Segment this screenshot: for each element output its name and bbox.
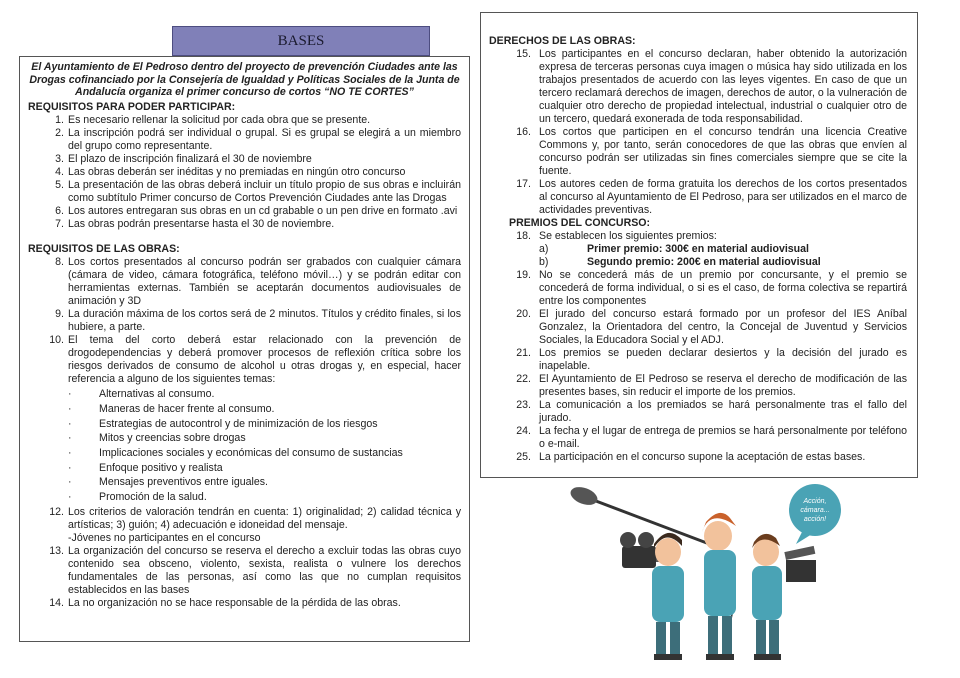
section-heading-requisitos-obras: REQUISITOS DE LAS OBRAS: xyxy=(28,243,180,256)
speech-bubble xyxy=(789,484,841,544)
list-item: 22. El Ayuntamiento de El Pedroso se reserva el derecho de modificación de las presentes bases, sin reducir el importe de los premios. xyxy=(516,373,907,398)
list-requisitos-participar xyxy=(28,114,461,231)
boom-pole xyxy=(588,498,720,548)
bubble-line-2: cámara... xyxy=(800,507,830,514)
film-crew-illustration xyxy=(570,448,870,678)
list-item: 13. La organización del concurso se reserva el derecho a excluir todas las obras cuyo contenido sea obsceno, violento, sexista, realista o vulnere los derechos fundamentales de las personas, así como las que no cumplan requisitos establecidos en las bases xyxy=(49,544,461,596)
person-clapperboard xyxy=(752,534,782,660)
list-item: 16. Los cortos que participen en el concurso tendrán una licencia Creative Commons y, por tanto, serán conocedores de que las obras que envíen al concurso podrán ser utilizadas sin fines comerciales siempre que se cite la fuente. xyxy=(516,126,907,177)
list-item: 15. Los participantes en el concurso declaran, haber obtenido la autorización expresa de terceras personas cuya imagen o música hay sido utilizada en los trabajos presentados de acuerdo con las leyes vigentes. En caso de que un tercero reclamará derechos de imagen, derechos de autor, o la vulneración de cualquier otro derecho de propiedad intelectual, industrial o cualquier otro de un tercero, quedará exonerada de toda responsabilidad. xyxy=(516,48,907,125)
prize-item: b) Segundo premio: 200€ en material audiovisual xyxy=(539,256,821,268)
bullet-item: · Mensajes preventivos entre iguales. xyxy=(68,476,269,489)
section-heading-requisitos-participar: REQUISITOS PARA PODER PARTICIPAR: xyxy=(28,101,236,114)
prizes-list xyxy=(539,243,907,269)
section-heading-premios: PREMIOS DEL CONCURSO: xyxy=(509,217,651,229)
list-item: 23. La comunicación a los premiados se hará personalmente tras el fallo del jurado. xyxy=(516,399,907,424)
person-camera-operator xyxy=(652,533,684,660)
list-item: 17. Los autores ceden de forma gratuita los derechos de los cortos presentados al concurso al Ayuntamiento de El Pedroso, para ser utilizados en el marco de actividades preventivas. xyxy=(516,178,907,216)
list-item: 1. Es necesario rellenar la solicitud por cada obra que se presente. xyxy=(55,114,371,127)
topics-list xyxy=(68,387,461,505)
page-title: BASES xyxy=(172,26,430,56)
list-premios xyxy=(491,230,907,464)
list-requisitos-obras xyxy=(28,256,461,610)
list-item: 10. El tema del corto deberá estar relacionado con la prevención de drogodependencias y deberá promover procesos de reflexión crítica sobre los riesgos derivados de consumo de alcohol u otras drogas y, en especial, hacer referencia a alguno de los siguientes temas: · Alternativas al consumo. · Maneras de hacer frente al consumo. · Estrategias de autocontrol y de minimización de los riesgos · Mitos y creencias sobre drogas · Implicaciones sociales y económicas del consumo de sustancias · Enfoque positivo y realista · Mensajes preventivos entre iguales. · Promoción de la salud. xyxy=(49,334,461,504)
right-panel xyxy=(480,12,918,478)
bubble-line-1: Acción, xyxy=(803,498,827,505)
bullet-item: · Estrategias de autocontrol y de minimización de los riesgos xyxy=(68,417,378,430)
list-item: 25. La participación en el concurso supone la aceptación de estas bases. xyxy=(516,451,866,463)
bullet-item: · Alternativas al consumo. xyxy=(68,388,215,401)
list-item: 5. La presentación de las obras deberá incluir un título propio de sus obras e incluirán como subtítulo Primer concurso de Cortos Prevención Ciudades ante las Drogas xyxy=(55,179,461,205)
bullet-item: · Maneras de hacer frente al consumo. xyxy=(68,402,275,415)
list-item: 7. Las obras podrán presentarse hasta el 30 de noviembre. xyxy=(55,218,335,231)
clapperboard-icon xyxy=(784,546,816,582)
list-item: 9. La duración máxima de los cortos será de 2 minutos. Títulos y crédito finales, si los hubiere, a parte. xyxy=(55,308,461,334)
section-heading-derechos: DERECHOS DE LAS OBRAS: xyxy=(489,35,636,47)
intro-text: El Ayuntamiento de El Pedroso dentro del proyecto de prevención Ciudades ante las Drogas cofinanciado por la Consejería de Igualdad y Políticas Sociales de la Junta de Andalucía organiza el primer concurso de cortos “NO TE CORTES” xyxy=(29,61,460,99)
bullet-item: · Mitos y creencias sobre drogas xyxy=(68,432,246,445)
list-item: 20. El jurado del concurso estará formado por un profesor del IES Aníbal Gonzalez, la Orientadora del centro, la Concejal de Juventud y Servicios Sociales, la Educadora Social y el ADJ. xyxy=(516,308,907,346)
list-item: 19. No se concederá más de un premio por concursante, y el premio se concederá de forma individual, o si es el caso, de forma colectiva se repartirá entre los componentes xyxy=(516,269,907,307)
list-item: 24. La fecha y el lugar de entrega de premios se hará personalmente por teléfono o e-mail. xyxy=(516,425,907,450)
list-derechos xyxy=(491,48,907,217)
list-item: 2. La inscripción podrá ser individual o grupal. Si es grupal se elegirá a un miembro del grupo como representante. xyxy=(55,127,461,153)
list-item: 4. Las obras deberán ser inéditas y no premiadas en ningún otro concurso xyxy=(55,166,406,179)
list-item: 3. El plazo de inscripción finalizará el 30 de noviembre xyxy=(55,153,312,166)
bullet-item: · Promoción de la salud. xyxy=(68,491,207,504)
bullet-item: · Enfoque positivo y realista xyxy=(68,461,223,474)
bullet-item: · Implicaciones sociales y económicas del consumo de sustancias xyxy=(68,446,403,459)
boom-microphone-icon xyxy=(570,484,600,509)
list-item: 8. Los cortos presentados al concurso podrán ser grabados con cualquier cámara (cámara de video, cámara fotográfica, teléfono móvil…) y se podrán editar con herramientas externas. También se aceptarán documentos audiovisuales de animación y 3D xyxy=(55,256,461,308)
list-item: -Jóvenes no participantes en el concurso xyxy=(68,531,261,544)
person-boom-operator xyxy=(702,513,736,660)
left-panel xyxy=(19,56,470,642)
list-item: 18. Se establecen los siguientes premios: a) Primer premio: 300€ en material audiovisual b) Segundo premio: 200€ en material audiovisual xyxy=(491,230,907,269)
list-item: 14. La no organización no se hace responsable de la pérdida de las obras. xyxy=(49,596,401,609)
list-item: 6. Los autores entregaran sus obras en un cd grabable o un pen drive en formato .avi xyxy=(55,205,458,218)
bubble-line-3: acción! xyxy=(803,516,827,523)
list-item: 12. Los criterios de valoración tendrán en cuenta: 1) originalidad; 2) calidad técnica y artísticas; 3) guión; 4) adecuación e idoneidad del mensaje. xyxy=(49,505,461,531)
prize-item: a) Primer premio: 300€ en material audiovisual xyxy=(539,243,809,255)
list-item: 21. Los premios se pueden declarar desiertos y la decisión del jurado es inapelable. xyxy=(516,347,907,372)
